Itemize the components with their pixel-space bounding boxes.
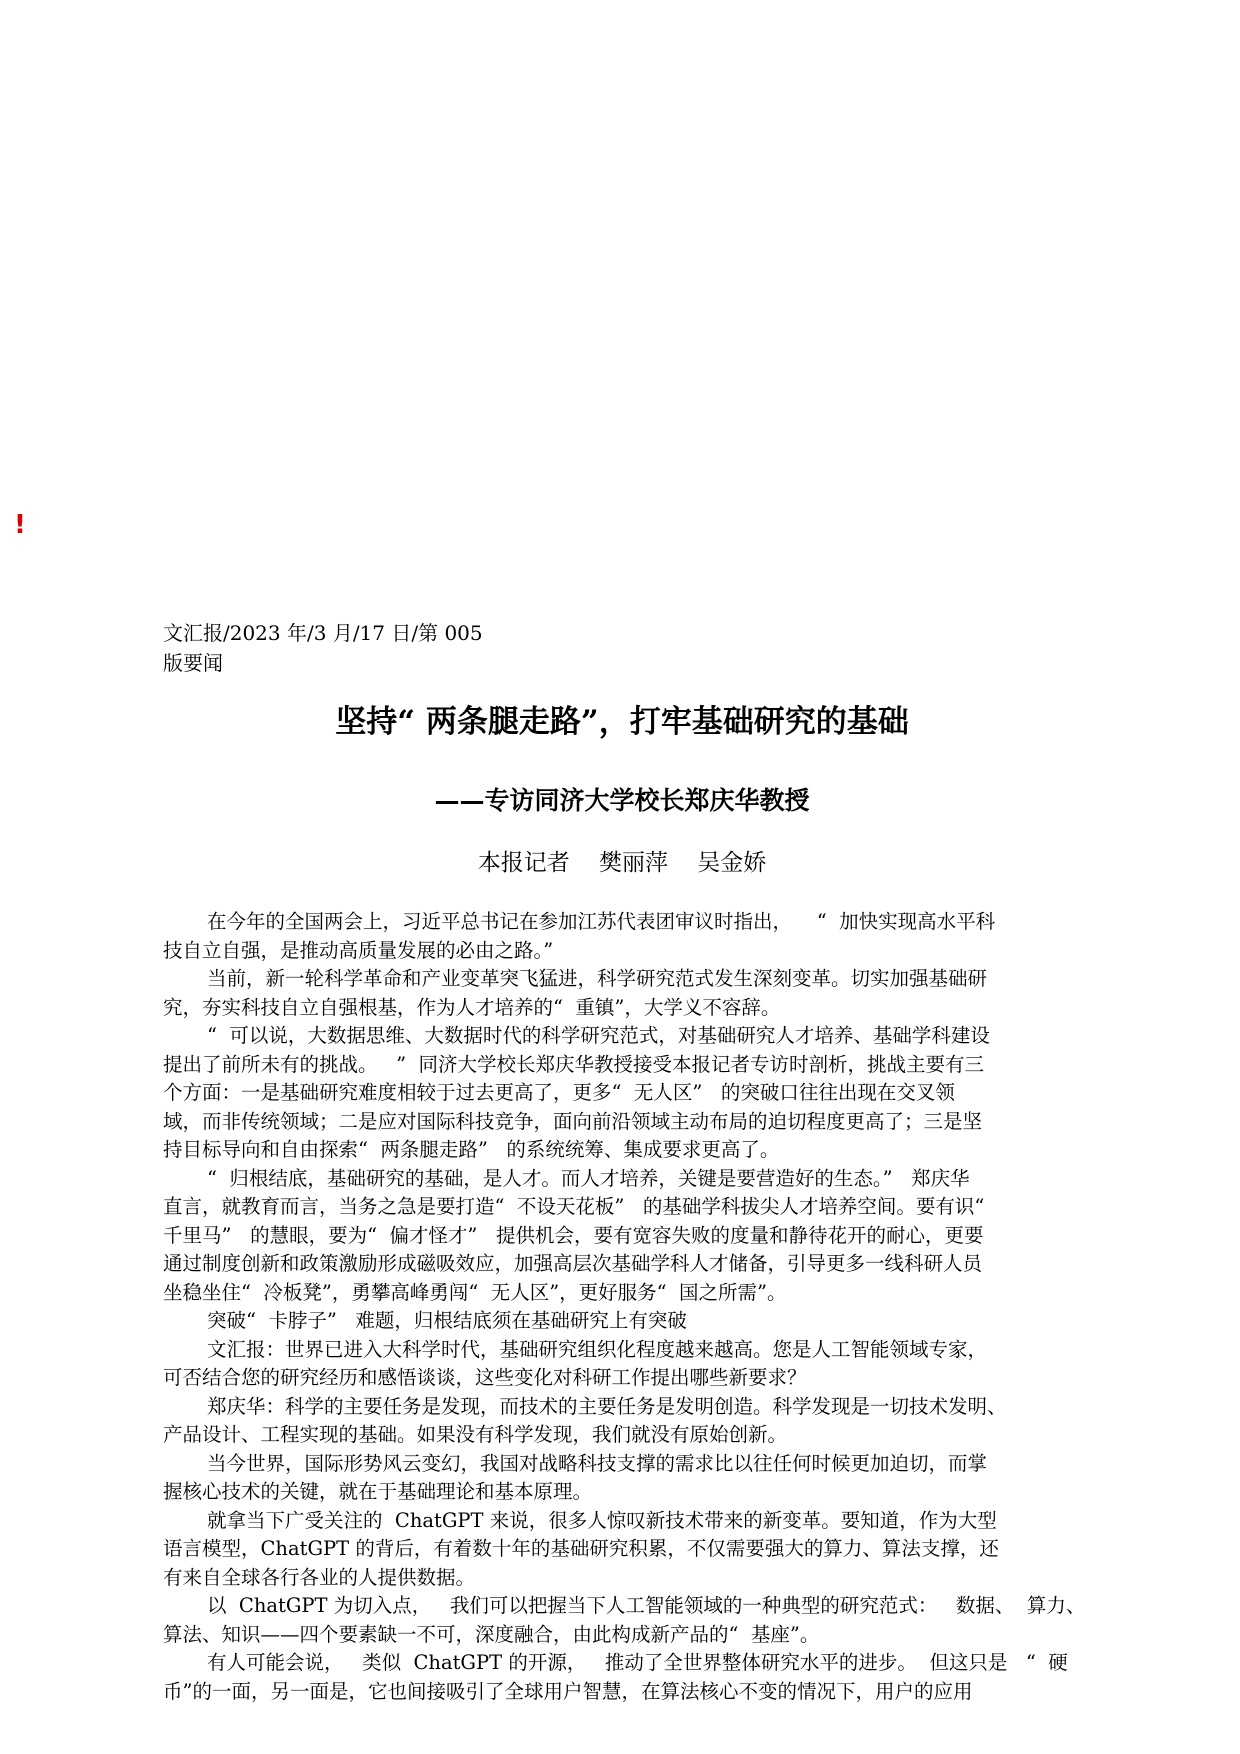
body-text-line: 持目标导向和自由探索“ 两条腿走路” 的系统统筹、集成要求更高了。 — [163, 1138, 780, 1161]
source-line-1: 文汇报/2023 年/3 月/17 日/第 005 — [163, 621, 483, 645]
body-text-line: 郑庆华：科学的主要任务是发现，而技术的主要任务是发明创造。科学发现是一切技术发明、 — [207, 1394, 1007, 1418]
body-text-line: 算法、知识——四个要素缺一不可，深度融合，由此构成新产品的“ 基座”。 — [163, 1622, 820, 1646]
body-text-line: 币”的一面，另一面是，它也间接吸引了全球用户智慧，在算法核心不变的情况下，用户的应用 — [163, 1679, 973, 1703]
article-title: 坚持“ 两条腿走路”，打牢基础研究的基础 — [335, 704, 909, 740]
article-subtitle: ——专访同济大学校长郑庆华教授 — [434, 786, 810, 815]
body-text-line: 就拿当下广受关注的 ChatGPT 来说，很多人惊叹新技术带来的新变革。要知道，作为大型 — [207, 1508, 997, 1532]
body-text-line: 技自立自强，是推动高质量发展的必由之路。” — [163, 938, 554, 962]
body-text-line: 产品设计、工程实现的基础。如果没有科学发现，我们就没有原始创新。 — [163, 1423, 788, 1446]
body-text-line: 提出了前所未有的挑战。 ” 同济大学校长郑庆华教授接受本报记者专访时剖析，挑战主要有三 — [163, 1052, 984, 1076]
body-text-line: 坐稳坐住“ 冷板凳”，勇攀高峰勇闯“ 无人区”，更好服务“ 国之所需”。 — [163, 1280, 787, 1304]
body-text-line: 域，而非传统领域；二是应对国际科技竞争，面向前沿领域主动布局的迫切程度更高了；三是坚 — [163, 1109, 983, 1133]
body-text-line: “ 归根结底，基础研究的基础，是人才。而人才培养，关键是要营造好的生态。” 郑庆华 — [207, 1166, 970, 1190]
body-text-line: 以 ChatGPT 为切入点， 我们可以把握当下人工智能领域的一种典型的研究范式： 数据、 算力、 — [207, 1594, 1086, 1617]
article-byline: 本报记者 樊丽萍 吴金娇 — [477, 850, 767, 876]
body-text-line: 有人可能会说， 类似 ChatGPT 的开源， 推动了全世界整体研究水平的进步。 但这只是 “ 硬 — [207, 1651, 1068, 1674]
body-text-line: 通过制度创新和政策激励形成磁吸效应，加强高层次基础学科人才储备，引导更多一线科研人员 — [163, 1252, 983, 1275]
body-text-line: 握核心技术的关键，就在于基础理论和基本原理。 — [163, 1480, 593, 1503]
body-text-line: 当前，新一轮科学革命和产业变革突飞猛进，科学研究范式发生深刻变革。切实加强基础研 — [207, 967, 988, 990]
body-text-line: 在今年的全国两会上，习近平总书记在参加江苏代表团审议时指出， “ 加快实现高水平科 — [207, 910, 996, 933]
red-exclamation-mark: ! — [14, 510, 26, 540]
body-text-line: 个方面：一是基础研究难度相较于过去更高了，更多“ 无人区” 的突破口往往出现在交叉领 — [163, 1081, 955, 1104]
body-text-line: 直言，就教育而言，当务之急是要打造“ 不设天花板” 的基础学科拔尖人才培养空间。要有识“ — [163, 1195, 985, 1218]
source-line-2: 版要闻 — [163, 651, 223, 675]
body-text-line: 文汇报：世界已进入大科学时代，基础研究组织化程度越来越高。您是人工智能领域专家， — [207, 1337, 988, 1361]
body-text-line: 究，夯实科技自立自强根基，作为人才培养的“ 重镇”，大学义不容辞。 — [163, 995, 781, 1019]
body-text-line: 语言模型，ChatGPT 的背后，有着数十年的基础研究积累，不仅需要强大的算力、算法支撑，还 — [163, 1537, 999, 1560]
body-text-line: 当今世界，国际形势风云变幻，我国对战略科技支撑的需求比以往任何时候更加迫切，而掌 — [207, 1451, 988, 1475]
article-body — [163, 908, 1093, 1706]
body-text-line: 可否结合您的研究经历和感悟谈谈，这些变化对科研工作提出哪些新要求？ — [163, 1366, 807, 1389]
body-text-line: 千里马” 的慧眼，要为“ 偏才怪才” 提供机会，要有宽容失败的度量和静待花开的耐心，更要 — [163, 1223, 984, 1247]
body-text-line: “ 可以说，大数据思维、大数据时代的科学研究范式，对基础研究人才培养、基础学科建设 — [207, 1024, 990, 1047]
body-text-line: 突破“ 卡脖子” 难题，归根结底须在基础研究上有突破 — [207, 1309, 687, 1332]
source-line — [163, 618, 483, 678]
body-text-line: 有来自全球各行各业的人提供数据。 — [163, 1565, 476, 1589]
